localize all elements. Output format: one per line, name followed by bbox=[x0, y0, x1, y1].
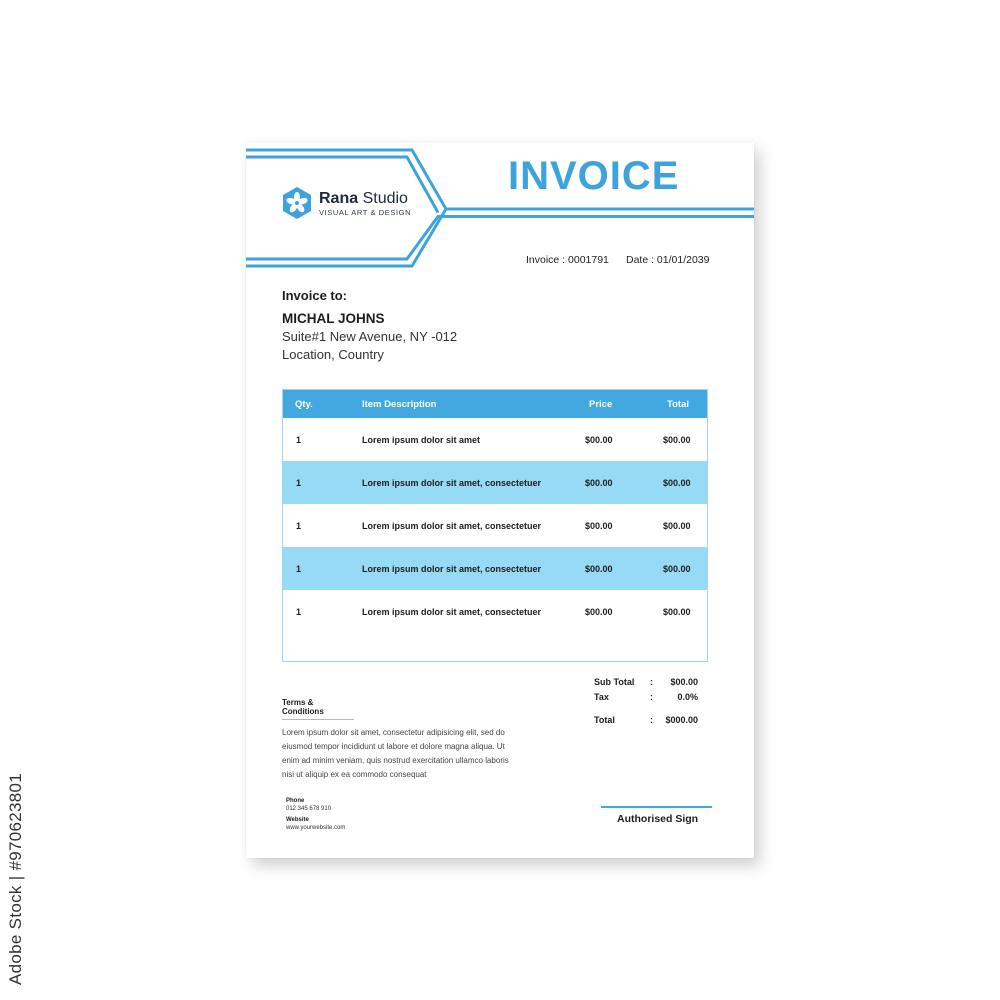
items-table bbox=[282, 389, 708, 662]
website-label: Website bbox=[286, 817, 309, 823]
table-row bbox=[283, 461, 707, 504]
brand-tagline: VISUAL ART & DESIGN bbox=[319, 207, 412, 217]
table-row bbox=[283, 547, 707, 590]
col-total-header: Total bbox=[667, 398, 689, 410]
client-name: MICHAL JOHNS bbox=[282, 311, 385, 326]
client-location: Location, Country bbox=[282, 347, 384, 362]
client-address: Suite#1 New Avenue, NY -012 bbox=[282, 329, 458, 344]
invoice-page bbox=[246, 142, 754, 858]
terms-line: nisi ut aliquip ex ea commodo consequat bbox=[282, 770, 427, 779]
row-desc: Lorem ipsum dolor sit amet, consectetuer bbox=[362, 606, 542, 617]
subtotal-label: Sub Total bbox=[594, 677, 635, 687]
row-desc: Lorem ipsum dolor sit amet, consectetuer bbox=[362, 520, 542, 531]
invoice-number: Invoice : 0001791 bbox=[526, 254, 609, 266]
invoice-date: Date : 01/01/2039 bbox=[626, 254, 710, 266]
row-qty: 1 bbox=[296, 606, 302, 617]
col-desc-header: Item Description bbox=[362, 398, 437, 410]
website-value: www.yourwebsite.com bbox=[286, 825, 346, 831]
signature-line bbox=[601, 806, 712, 808]
total-colon: : bbox=[650, 715, 653, 725]
row-total: $00.00 bbox=[663, 520, 691, 531]
signature-label: Authorised Sign bbox=[617, 813, 699, 825]
col-price-header: Price bbox=[589, 398, 613, 410]
terms-body bbox=[282, 726, 512, 782]
tax-value: 0.0% bbox=[677, 692, 698, 702]
tax-colon: : bbox=[650, 692, 653, 702]
row-total: $00.00 bbox=[663, 477, 691, 488]
row-qty: 1 bbox=[296, 434, 302, 445]
terms-line: enim ad minim veniam, quis nostrud exercitation ullamco laboris bbox=[282, 756, 509, 765]
terms-heading: Terms & Conditions bbox=[282, 698, 354, 720]
row-qty: 1 bbox=[296, 520, 302, 531]
bill-to-label: Invoice to: bbox=[282, 288, 348, 303]
stock-id-label: Adobe Stock | #970623801 bbox=[6, 772, 25, 985]
brand-name: Rana Studio bbox=[319, 189, 408, 207]
table-row bbox=[283, 590, 707, 633]
total-row bbox=[594, 715, 698, 730]
terms-line: Lorem ipsum dolor sit amet, consectetur adipisicing elit, sed do bbox=[282, 728, 505, 737]
phone-value: 012 345 678 910 bbox=[286, 806, 332, 812]
flower-hexagon-icon bbox=[281, 186, 313, 220]
col-qty-header: Qty. bbox=[295, 398, 313, 410]
row-total: $00.00 bbox=[663, 434, 691, 445]
row-price: $00.00 bbox=[585, 520, 613, 531]
table-row bbox=[283, 504, 707, 547]
row-desc: Lorem ipsum dolor sit amet, consectetuer bbox=[362, 477, 542, 488]
row-price: $00.00 bbox=[585, 434, 613, 445]
brand-logo bbox=[281, 186, 411, 220]
tax-label: Tax bbox=[594, 692, 609, 702]
row-qty: 1 bbox=[296, 477, 302, 488]
contact-block bbox=[286, 797, 345, 832]
bill-to-block bbox=[282, 288, 457, 362]
tax-row bbox=[594, 692, 698, 707]
row-desc: Lorem ipsum dolor sit amet, consectetuer bbox=[362, 563, 542, 574]
total-label: Total bbox=[594, 715, 615, 725]
phone-label: Phone bbox=[286, 798, 305, 804]
row-qty: 1 bbox=[296, 563, 302, 574]
terms-line: eiusmod tempor incididunt ut labore et dolore magna aliqua. Ut bbox=[282, 742, 505, 751]
table-header bbox=[283, 390, 707, 418]
terms-block bbox=[282, 698, 512, 782]
row-price: $00.00 bbox=[585, 606, 613, 617]
subtotal-row bbox=[594, 677, 698, 692]
total-value: $000.00 bbox=[665, 715, 698, 725]
row-total: $00.00 bbox=[663, 606, 691, 617]
table-row bbox=[283, 418, 707, 461]
invoice-title: INVOICE bbox=[508, 154, 680, 198]
subtotal-value: $00.00 bbox=[670, 677, 698, 687]
totals-block bbox=[594, 677, 698, 730]
subtotal-colon: : bbox=[650, 677, 653, 687]
row-total: $00.00 bbox=[663, 563, 691, 574]
row-desc: Lorem ipsum dolor sit amet bbox=[362, 434, 481, 445]
row-price: $00.00 bbox=[585, 563, 613, 574]
row-price: $00.00 bbox=[585, 477, 613, 488]
